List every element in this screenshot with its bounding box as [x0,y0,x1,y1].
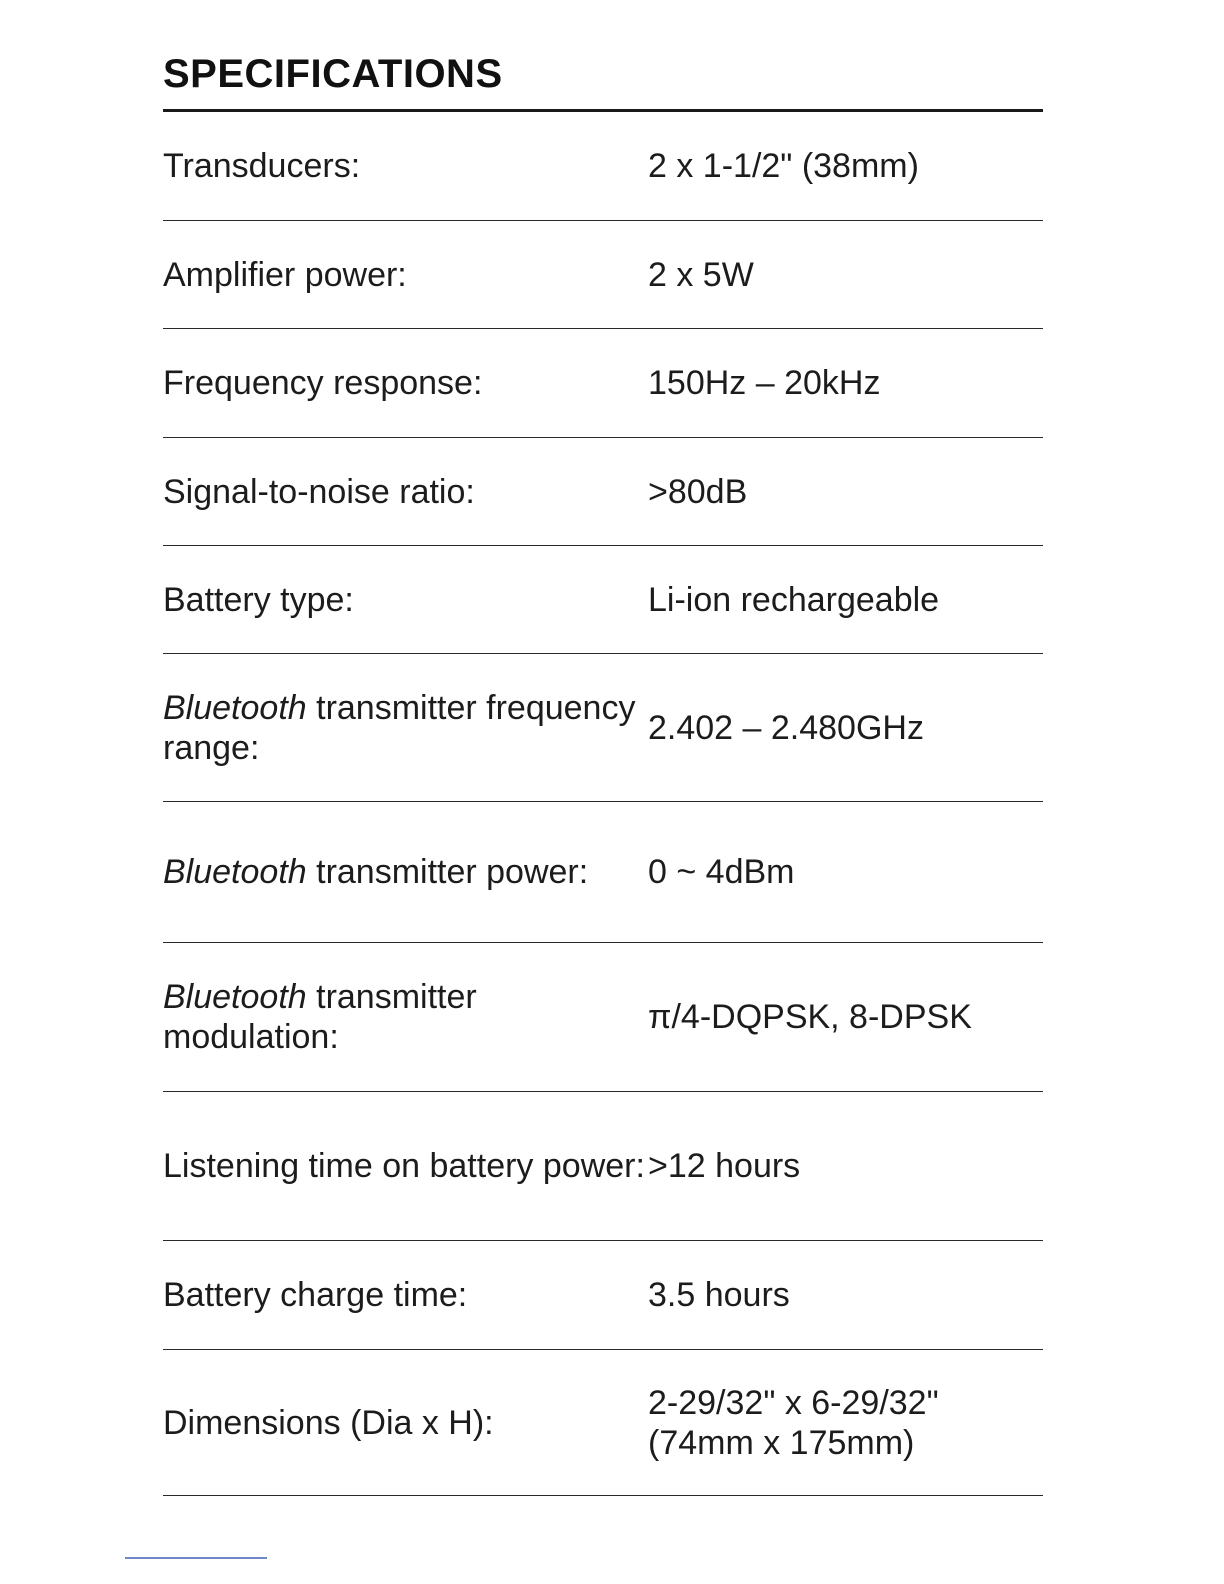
spec-value: π/4-DQPSK, 8-DPSK [648,998,972,1036]
spec-row-dimensions [163,1350,1043,1496]
spec-value: 0 ~ 4dBm [648,853,795,891]
spec-value: 2 x 5W [648,255,754,294]
spec-row-bt-frequency-range [163,654,1043,802]
spec-label: Frequency response: [163,364,483,402]
spec-label: Listening time on battery power: [163,1147,645,1185]
spec-row-transducers [163,112,1043,221]
spec-label: Bluetooth transmitter frequency range: [163,688,636,767]
spec-value: 2 x 1-1/2" (38mm) [648,147,919,185]
spec-value: 2-29/32" x 6-29/32" (74mm x 175mm) [648,1383,939,1462]
spec-label: Battery type: [163,580,354,619]
page-title: SPECIFICATIONS [163,52,503,96]
spec-label: Bluetooth transmitter power: [163,853,589,891]
spec-label: Battery charge time: [163,1276,468,1314]
page-edge-mark [125,1557,267,1559]
spec-label: Transducers: [163,147,361,185]
spec-row-frequency-response [163,329,1043,438]
spec-value: 2.402 – 2.480GHz [648,708,924,747]
spec-row-bt-power [163,802,1043,943]
spec-value: 3.5 hours [648,1276,790,1314]
spec-row-battery-type [163,546,1043,654]
spec-row-bt-modulation [163,943,1043,1092]
spec-value: Li-ion rechargeable [648,580,940,619]
spec-label: Signal-to-noise ratio: [163,472,475,511]
spec-row-signal-to-noise [163,438,1043,546]
spec-label: Amplifier power: [163,255,407,294]
spec-row-charge-time [163,1241,1043,1350]
spec-row-amplifier-power [163,221,1043,329]
spec-value: >80dB [648,472,748,511]
spec-label: Dimensions (Dia x H): [163,1403,494,1442]
spec-row-listening-time [163,1092,1043,1241]
spec-label: Bluetooth transmitter modulation: [163,978,477,1056]
spec-value: 150Hz – 20kHz [648,364,881,402]
spec-value: >12 hours [648,1147,801,1185]
